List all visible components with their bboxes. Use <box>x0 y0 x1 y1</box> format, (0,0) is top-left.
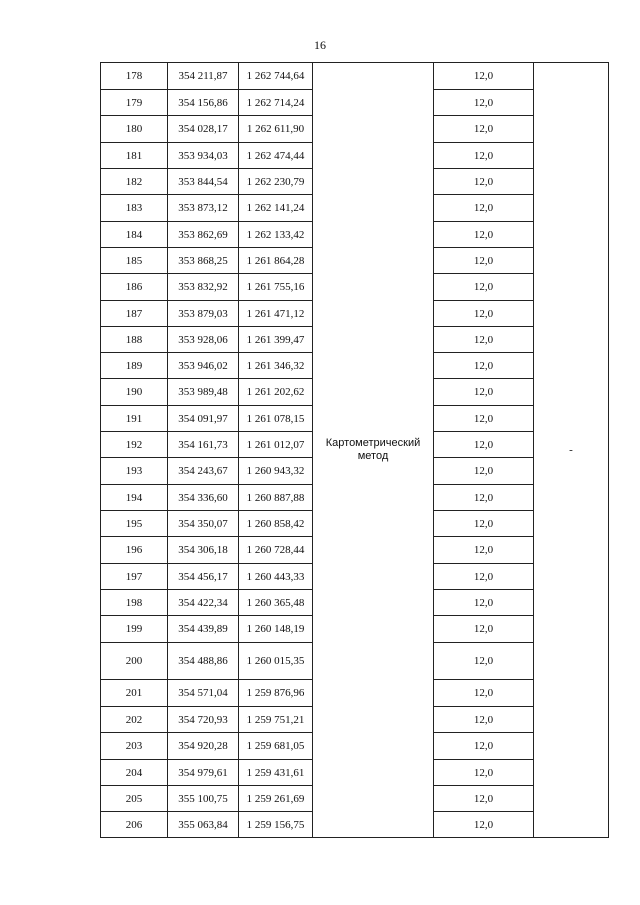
point-number-cell: 190 <box>101 379 168 406</box>
x-coordinate-cell: 353 928,06 <box>168 327 239 353</box>
point-number-cell: 189 <box>101 353 168 379</box>
precision-cell: 12,0 <box>434 169 534 195</box>
y-coordinate-cell: 1 260 943,32 <box>239 458 313 485</box>
x-coordinate-cell: 354 091,97 <box>168 406 239 432</box>
precision-cell: 12,0 <box>434 143 534 169</box>
precision-cell: 12,0 <box>434 222 534 248</box>
y-coordinate-cell: 1 259 431,61 <box>239 760 313 786</box>
point-number-cell: 195 <box>101 511 168 537</box>
y-coordinate-cell: 1 259 751,21 <box>239 707 313 733</box>
point-number-cell: 184 <box>101 222 168 248</box>
y-coordinate-cell: 1 260 148,19 <box>239 616 313 643</box>
precision-cell: 12,0 <box>434 90 534 116</box>
x-coordinate-cell: 353 946,02 <box>168 353 239 379</box>
coordinates-table <box>100 62 609 838</box>
y-coordinate-cell: 1 262 230,79 <box>239 169 313 195</box>
x-coordinate-cell: 354 920,28 <box>168 733 239 760</box>
point-number-cell: 183 <box>101 195 168 222</box>
precision-cell: 12,0 <box>434 616 534 643</box>
precision-cell: 12,0 <box>434 590 534 616</box>
precision-cell: 12,0 <box>434 301 534 327</box>
precision-cell: 12,0 <box>434 116 534 143</box>
x-coordinate-cell: 353 832,92 <box>168 274 239 301</box>
point-number-cell: 187 <box>101 301 168 327</box>
precision-cell: 12,0 <box>434 511 534 537</box>
x-coordinate-cell: 353 873,12 <box>168 195 239 222</box>
y-coordinate-cell: 1 262 133,42 <box>239 222 313 248</box>
x-coordinate-cell: 353 879,03 <box>168 301 239 327</box>
x-coordinate-cell: 354 306,18 <box>168 537 239 564</box>
point-number-cell: 203 <box>101 733 168 760</box>
precision-cell: 12,0 <box>434 485 534 511</box>
x-coordinate-cell: 354 456,17 <box>168 564 239 590</box>
x-coordinate-cell: 354 350,07 <box>168 511 239 537</box>
x-coordinate-cell: 355 063,84 <box>168 812 239 838</box>
precision-cell: 12,0 <box>434 680 534 707</box>
y-coordinate-cell: 1 262 141,24 <box>239 195 313 222</box>
precision-cell: 12,0 <box>434 707 534 733</box>
x-coordinate-cell: 354 571,04 <box>168 680 239 707</box>
method-text: метод <box>357 450 389 462</box>
y-coordinate-cell: 1 261 755,16 <box>239 274 313 301</box>
precision-cell: 12,0 <box>434 458 534 485</box>
precision-cell: 12,0 <box>434 643 534 680</box>
point-number-cell: 182 <box>101 169 168 195</box>
point-number-cell: 193 <box>101 458 168 485</box>
x-coordinate-cell: 354 488,86 <box>168 643 239 680</box>
precision-cell: 12,0 <box>434 274 534 301</box>
point-number-cell: 178 <box>101 63 168 90</box>
y-coordinate-cell: 1 260 728,44 <box>239 537 313 564</box>
y-coordinate-cell: 1 262 744,64 <box>239 63 313 90</box>
x-coordinate-cell: 354 336,60 <box>168 485 239 511</box>
note-cell: - <box>534 63 609 838</box>
y-coordinate-cell: 1 261 471,12 <box>239 301 313 327</box>
y-coordinate-cell: 1 259 681,05 <box>239 733 313 760</box>
point-number-cell: 181 <box>101 143 168 169</box>
x-coordinate-cell: 354 243,67 <box>168 458 239 485</box>
point-number-cell: 185 <box>101 248 168 274</box>
point-number-cell: 198 <box>101 590 168 616</box>
x-coordinate-cell: 354 156,86 <box>168 90 239 116</box>
y-coordinate-cell: 1 261 864,28 <box>239 248 313 274</box>
precision-cell: 12,0 <box>434 327 534 353</box>
precision-cell: 12,0 <box>434 760 534 786</box>
method-text: Картометрический <box>325 437 421 449</box>
x-coordinate-cell: 354 439,89 <box>168 616 239 643</box>
y-coordinate-cell: 1 259 156,75 <box>239 812 313 838</box>
point-number-cell: 205 <box>101 786 168 812</box>
x-coordinate-cell: 354 422,34 <box>168 590 239 616</box>
point-number-cell: 201 <box>101 680 168 707</box>
precision-cell: 12,0 <box>434 379 534 406</box>
point-number-cell: 196 <box>101 537 168 564</box>
y-coordinate-cell: 1 260 858,42 <box>239 511 313 537</box>
point-number-cell: 179 <box>101 90 168 116</box>
precision-cell: 12,0 <box>434 432 534 458</box>
table-row <box>101 63 609 90</box>
y-coordinate-cell: 1 259 876,96 <box>239 680 313 707</box>
y-coordinate-cell: 1 261 078,15 <box>239 406 313 432</box>
point-number-cell: 199 <box>101 616 168 643</box>
x-coordinate-cell: 354 161,73 <box>168 432 239 458</box>
x-coordinate-cell: 353 868,25 <box>168 248 239 274</box>
x-coordinate-cell: 355 100,75 <box>168 786 239 812</box>
point-number-cell: 202 <box>101 707 168 733</box>
point-number-cell: 204 <box>101 760 168 786</box>
precision-cell: 12,0 <box>434 195 534 222</box>
point-number-cell: 192 <box>101 432 168 458</box>
point-number-cell: 191 <box>101 406 168 432</box>
method-cell <box>313 63 434 838</box>
y-coordinate-cell: 1 261 346,32 <box>239 353 313 379</box>
y-coordinate-cell: 1 259 261,69 <box>239 786 313 812</box>
y-coordinate-cell: 1 260 887,88 <box>239 485 313 511</box>
point-number-cell: 188 <box>101 327 168 353</box>
precision-cell: 12,0 <box>434 353 534 379</box>
x-coordinate-cell: 353 989,48 <box>168 379 239 406</box>
coordinates-table-body <box>101 63 609 838</box>
point-number-cell: 194 <box>101 485 168 511</box>
precision-cell: 12,0 <box>434 733 534 760</box>
page-number: 16 <box>314 38 326 52</box>
x-coordinate-cell: 354 979,61 <box>168 760 239 786</box>
precision-cell: 12,0 <box>434 248 534 274</box>
y-coordinate-cell: 1 262 714,24 <box>239 90 313 116</box>
precision-cell: 12,0 <box>434 564 534 590</box>
point-number-cell: 206 <box>101 812 168 838</box>
y-coordinate-cell: 1 261 399,47 <box>239 327 313 353</box>
precision-cell: 12,0 <box>434 812 534 838</box>
point-number-cell: 186 <box>101 274 168 301</box>
y-coordinate-cell: 1 262 474,44 <box>239 143 313 169</box>
x-coordinate-cell: 353 862,69 <box>168 222 239 248</box>
point-number-cell: 200 <box>101 643 168 680</box>
precision-cell: 12,0 <box>434 537 534 564</box>
x-coordinate-cell: 353 844,54 <box>168 169 239 195</box>
y-coordinate-cell: 1 260 443,33 <box>239 564 313 590</box>
x-coordinate-cell: 354 028,17 <box>168 116 239 143</box>
x-coordinate-cell: 354 720,93 <box>168 707 239 733</box>
x-coordinate-cell: 353 934,03 <box>168 143 239 169</box>
y-coordinate-cell: 1 260 365,48 <box>239 590 313 616</box>
y-coordinate-cell: 1 262 611,90 <box>239 116 313 143</box>
y-coordinate-cell: 1 261 202,62 <box>239 379 313 406</box>
precision-cell: 12,0 <box>434 63 534 90</box>
precision-cell: 12,0 <box>434 786 534 812</box>
precision-cell: 12,0 <box>434 406 534 432</box>
y-coordinate-cell: 1 260 015,35 <box>239 643 313 680</box>
y-coordinate-cell: 1 261 012,07 <box>239 432 313 458</box>
x-coordinate-cell: 354 211,87 <box>168 63 239 90</box>
point-number-cell: 180 <box>101 116 168 143</box>
point-number-cell: 197 <box>101 564 168 590</box>
